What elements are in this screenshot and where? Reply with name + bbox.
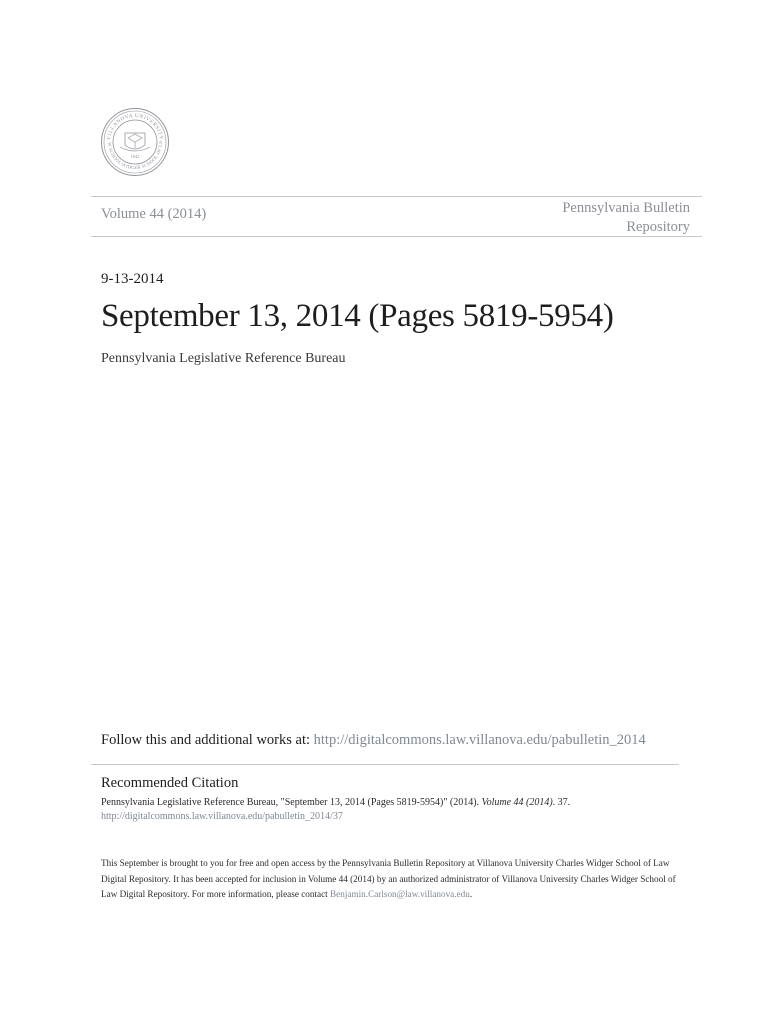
header-bottom-rule [91, 236, 702, 237]
citation-text [101, 796, 570, 810]
follow-url-link[interactable]: http://digitalcommons.law.villanova.edu/pabulletin_2014 [313, 732, 646, 748]
header-top-rule [91, 196, 702, 197]
notice-text: This September is brought to you for free and open access by the Pennsylvania Bulletin Repository at Villanova University Charles Widger School of Law Digital Repository. It has been accepted for inclusion in Volume 44 (2014) by an authorized administrator of Villanova University Charles Widger School of Law Digital Repository. For more information, please contact [101, 858, 676, 899]
citation-text-end: . 37. [552, 797, 571, 808]
citation-text-start: Pennsylvania Legislative Reference Bureau, "September 13, 2014 (Pages 5819-5954)" (2014). [101, 797, 482, 808]
author-name: Pennsylvania Legislative Reference Bureau [101, 351, 346, 366]
repository-line2[interactable]: Repository [626, 219, 690, 235]
document-title: September 13, 2014 (Pages 5819-5954) [101, 298, 614, 334]
access-notice [101, 856, 681, 903]
citation-volume-italic: Volume 44 (2014) [481, 797, 553, 808]
citation-rule [91, 764, 679, 765]
recommended-citation-heading: Recommended Citation [101, 775, 239, 791]
follow-works [101, 732, 646, 749]
citation-url-link[interactable]: http://digitalcommons.law.villanova.edu/pabulletin_2014/37 [101, 811, 343, 822]
contact-email-link[interactable]: Benjamin.Carlson@law.villanova.edu [330, 889, 470, 899]
svg-text:1842: 1842 [130, 154, 140, 159]
notice-end: . [469, 889, 473, 899]
villanova-law-seal-logo [100, 107, 170, 177]
publication-date: 9-13-2014 [101, 271, 164, 287]
repository-line1[interactable]: Pennsylvania Bulletin [562, 200, 690, 216]
repository-link[interactable] [562, 199, 690, 237]
svg-text:VILLANOVA UNIVERSITY: VILLANOVA UNIVERSITY [106, 112, 164, 141]
follow-label: Follow this and additional works at: [101, 732, 314, 748]
svg-text:LAW SCHOOL WIDGER SCHOOL OF LA: W SCHOOL WIDGER SCHOOL OF LA [106, 140, 164, 171]
volume-label: Volume 44 (2014) [101, 206, 207, 222]
